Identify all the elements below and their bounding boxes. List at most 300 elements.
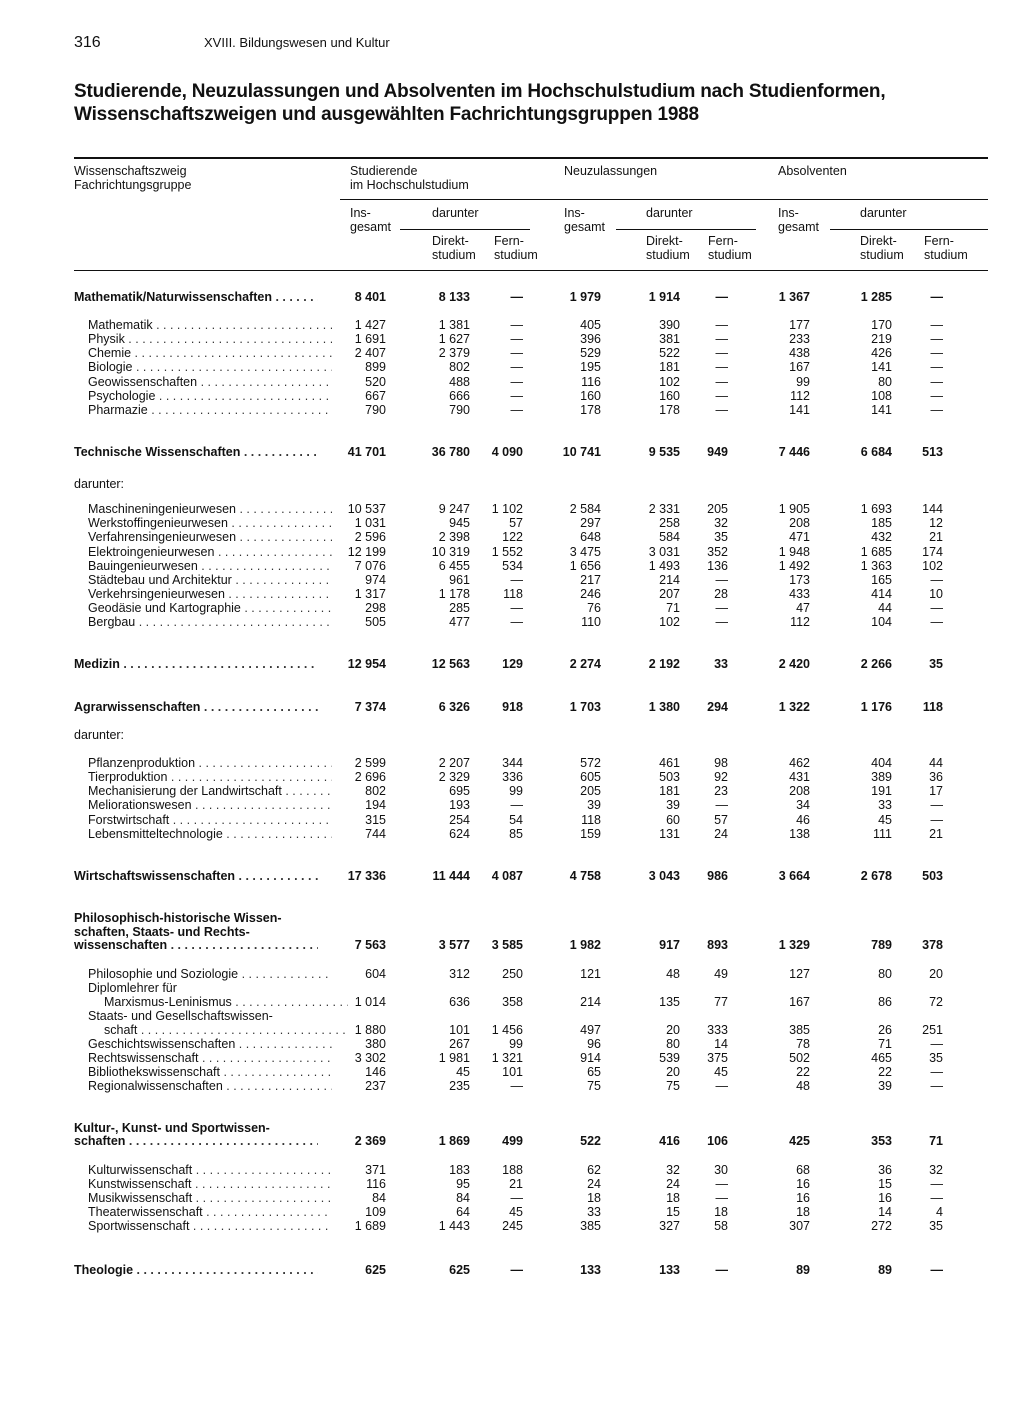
cell-value: 122 <box>502 530 523 544</box>
cell-value: 20 <box>666 1065 680 1079</box>
cell-value: 16 <box>796 1177 810 1191</box>
cell-value: 39 <box>878 1079 892 1093</box>
cell-value: 26 <box>878 1023 892 1037</box>
cell-value: — <box>930 318 943 332</box>
absolventen-header: Absolventen <box>778 164 847 178</box>
fern-line-1: Fern- <box>494 234 524 248</box>
cell-value: 513 <box>922 445 943 459</box>
cell-value: 68 <box>796 1163 810 1177</box>
fern-line-2: studium <box>494 248 538 262</box>
cell-value: 802 <box>449 360 470 374</box>
cell-value: — <box>510 573 523 587</box>
cell-value: 144 <box>922 502 943 516</box>
cell-value: — <box>715 573 728 587</box>
cell-value: 102 <box>659 375 680 389</box>
cell-value: 522 <box>580 1134 601 1148</box>
cell-value: 106 <box>707 1134 728 1148</box>
chapter-title: XVIII. Bildungswesen und Kultur <box>204 35 390 50</box>
cell-value: 1 492 <box>778 559 810 573</box>
cell-value: 174 <box>922 545 943 559</box>
row-label: Diplomlehrer für <box>88 981 177 995</box>
cell-value: 10 <box>929 587 943 601</box>
table-row <box>0 1121 1024 1135</box>
absolventen-darunter-header: darunter <box>860 206 907 220</box>
cell-value: 6 326 <box>438 700 470 714</box>
cell-value: 46 <box>796 813 810 827</box>
cell-value: 181 <box>659 784 680 798</box>
cell-value: 380 <box>365 1037 386 1051</box>
cell-value: 208 <box>789 516 810 530</box>
direkt-line-2: studium <box>432 248 476 262</box>
studierende-direkt-header <box>432 234 476 262</box>
cell-value: 2 678 <box>860 869 892 883</box>
row-label: Bibliothekswissenschaft . . . <box>88 1065 332 1079</box>
row-label: Mechanisierung der Landwirtschaft . . . <box>88 784 332 798</box>
studierende-header-line-1: Studierende <box>350 164 418 178</box>
cell-value: 8 133 <box>438 290 470 304</box>
row-label: Psychologie . . . <box>88 389 332 403</box>
cell-value: 49 <box>714 967 728 981</box>
row-label: Philosophisch-historische Wissen- <box>74 911 282 925</box>
cell-value: 604 <box>365 967 386 981</box>
cell-value: 116 <box>366 1177 386 1191</box>
row-label: Geowissenschaften . . . <box>88 375 332 389</box>
row-label: Kunstwissenschaft . . . <box>88 1177 332 1191</box>
cell-value: 505 <box>365 615 386 629</box>
cell-value: 503 <box>659 770 680 784</box>
cell-value: 327 <box>659 1219 680 1233</box>
cell-value: 118 <box>503 587 523 601</box>
cell-value: 41 701 <box>347 445 386 459</box>
cell-value: 133 <box>659 1263 680 1277</box>
cell-value: 297 <box>580 516 601 530</box>
row-label: Staats- und Gesellschaftswissen- <box>88 1009 273 1023</box>
cell-value: — <box>715 1177 728 1191</box>
cell-value: 893 <box>707 938 728 952</box>
cell-value: 572 <box>580 756 601 770</box>
stub-header-line-2: Fachrichtungsgruppe <box>74 178 192 192</box>
row-label: Chemie . . . <box>88 346 332 360</box>
cell-value: 45 <box>878 813 892 827</box>
row-label: Rechtswissenschaft . . . <box>88 1051 332 1065</box>
cell-value: 235 <box>449 1079 470 1093</box>
cell-value: 191 <box>871 784 892 798</box>
cell-value: 36 780 <box>431 445 470 459</box>
cell-value: 336 <box>502 770 523 784</box>
cell-value: — <box>715 615 728 629</box>
cell-value: — <box>715 601 728 615</box>
cell-value: 378 <box>922 938 943 952</box>
cell-value: 404 <box>871 756 892 770</box>
row-label: Pharmazie . . . <box>88 403 332 417</box>
cell-value: 1 979 <box>569 290 601 304</box>
insgesamt-line-2: gesamt <box>350 220 391 234</box>
cell-value: 375 <box>707 1051 728 1065</box>
cell-value: — <box>930 1177 943 1191</box>
row-label: Bauingenieurwesen . . . <box>88 559 332 573</box>
cell-value: 1 176 <box>860 700 892 714</box>
table-row <box>0 1177 1024 1191</box>
direkt-line-1: Direkt- <box>860 234 897 248</box>
cell-value: 1 948 <box>778 545 810 559</box>
cell-value: 267 <box>449 1037 470 1051</box>
cell-value: 71 <box>666 601 680 615</box>
cell-value: 1 014 <box>354 995 386 1009</box>
cell-value: 214 <box>580 995 601 1009</box>
insgesamt-line-1: Ins- <box>350 206 371 220</box>
studierende-darunter-rule <box>400 229 530 230</box>
stub-header-line-1: Wissenschaftszweig <box>74 164 187 178</box>
cell-value: 461 <box>659 756 680 770</box>
cell-value: 111 <box>872 827 892 841</box>
cell-value: 2 266 <box>860 657 892 671</box>
cell-value: — <box>510 1191 523 1205</box>
cell-value: 371 <box>365 1163 386 1177</box>
cell-value: 790 <box>365 403 386 417</box>
cell-value: 22 <box>878 1065 892 1079</box>
table-row <box>0 332 1024 346</box>
cell-value: — <box>930 375 943 389</box>
cell-value: 141 <box>871 360 892 374</box>
cell-value: — <box>510 346 523 360</box>
cell-value: 2 584 <box>569 502 601 516</box>
cell-value: 2 369 <box>354 1134 386 1148</box>
cell-value: 102 <box>922 559 943 573</box>
cell-value: 584 <box>659 530 680 544</box>
cell-value: — <box>930 403 943 417</box>
cell-value: 85 <box>509 827 523 841</box>
row-label: Sportwissenschaft . . . <box>88 1219 332 1233</box>
cell-value: 2 407 <box>354 346 386 360</box>
cell-value: 625 <box>365 1263 386 1277</box>
cell-value: 254 <box>449 813 470 827</box>
cell-value: 71 <box>929 1134 943 1148</box>
cell-value: 4 <box>936 1205 943 1219</box>
neuzulassungen-darunter-header: darunter <box>646 206 693 220</box>
cell-value: 1 981 <box>438 1051 470 1065</box>
cell-value: 141 <box>789 403 810 417</box>
cell-value: 35 <box>929 1051 943 1065</box>
fern-line-2: studium <box>924 248 968 262</box>
cell-value: 298 <box>365 601 386 615</box>
cell-value: 1 880 <box>354 1023 386 1037</box>
cell-value: 75 <box>587 1079 601 1093</box>
row-label: schaften . . . <box>74 1134 318 1148</box>
cell-value: 195 <box>580 360 601 374</box>
cell-value: 39 <box>666 798 680 812</box>
insgesamt-line-1: Ins- <box>564 206 585 220</box>
cell-value: 917 <box>659 938 680 952</box>
row-label: Wirtschaftswissenschaften . . . <box>74 869 318 883</box>
cell-value: — <box>930 573 943 587</box>
row-label: Musikwissenschaft . . . <box>88 1191 332 1205</box>
table-title <box>74 80 974 126</box>
cell-value: 2 596 <box>354 530 386 544</box>
row-label: Agrarwissenschaften . . . <box>74 700 318 714</box>
cell-value: 1 869 <box>438 1134 470 1148</box>
cell-value: 1 322 <box>778 700 810 714</box>
cell-value: 1 381 <box>438 318 470 332</box>
table-row <box>0 530 1024 544</box>
row-label: Bergbau . . . <box>88 615 332 629</box>
fern-line-2: studium <box>708 248 752 262</box>
cell-value: 11 444 <box>432 869 470 883</box>
cell-value: — <box>930 615 943 629</box>
cell-value: 1 982 <box>569 938 601 952</box>
table-row <box>0 389 1024 403</box>
cell-value: 1 321 <box>491 1051 523 1065</box>
cell-value: 167 <box>789 360 810 374</box>
cell-value: 20 <box>666 1023 680 1037</box>
cell-value: 44 <box>929 756 943 770</box>
table-row <box>0 375 1024 389</box>
table-row <box>0 981 1024 995</box>
cell-value: 45 <box>509 1205 523 1219</box>
cell-value: 2 207 <box>438 756 470 770</box>
cell-value: 160 <box>659 389 680 403</box>
cell-value: 949 <box>707 445 728 459</box>
direkt-line-1: Direkt- <box>646 234 683 248</box>
cell-value: — <box>510 332 523 346</box>
cell-value: — <box>715 1263 728 1277</box>
studierende-header <box>350 164 469 192</box>
cell-value: 183 <box>449 1163 470 1177</box>
table-row <box>0 967 1024 981</box>
cell-value: 1 329 <box>778 938 810 952</box>
row-label: Kulturwissenschaft . . . <box>88 1163 332 1177</box>
cell-value: 431 <box>789 770 810 784</box>
cell-value: 344 <box>502 756 523 770</box>
cell-value: 4 090 <box>491 445 523 459</box>
cell-value: 167 <box>789 995 810 1009</box>
cell-value: 118 <box>922 700 943 714</box>
cell-value: — <box>510 318 523 332</box>
neuzulassungen-fern-header <box>708 234 752 262</box>
cell-value: 16 <box>878 1191 892 1205</box>
row-label: schaft . . . <box>104 1023 348 1037</box>
direkt-line-1: Direkt- <box>432 234 469 248</box>
absolventen-darunter-rule <box>830 229 988 230</box>
cell-value: 477 <box>449 615 470 629</box>
table-row <box>0 1009 1024 1023</box>
cell-value: 10 741 <box>562 445 601 459</box>
table-row <box>0 728 1024 742</box>
table-title-line-2: Wissenschaftszweigen und ausgewählten Fachrichtungsgruppen 1988 <box>74 104 699 125</box>
cell-value: 15 <box>878 1177 892 1191</box>
cell-value: — <box>930 290 943 304</box>
cell-value: 6 455 <box>438 559 470 573</box>
cell-value: 353 <box>871 1134 892 1148</box>
cell-value: — <box>930 1263 943 1277</box>
cell-value: 205 <box>580 784 601 798</box>
cell-value: — <box>715 318 728 332</box>
cell-value: 258 <box>659 516 680 530</box>
row-label: Verkehrsingenieurwesen . . . <box>88 587 332 601</box>
table-row <box>0 938 1024 952</box>
cell-value: — <box>930 1191 943 1205</box>
table-row <box>0 615 1024 629</box>
neuzulassungen-insgesamt-header <box>564 206 605 234</box>
cell-value: 138 <box>789 827 810 841</box>
row-label: darunter: <box>74 477 125 491</box>
table-row <box>0 869 1024 883</box>
cell-value: 465 <box>871 1051 892 1065</box>
cell-value: — <box>510 403 523 417</box>
cell-value: 790 <box>449 403 470 417</box>
cell-value: 333 <box>707 1023 728 1037</box>
cell-value: 471 <box>789 530 810 544</box>
table-row <box>0 545 1024 559</box>
row-label: Medizin . . . <box>74 657 318 671</box>
cell-value: 520 <box>365 375 386 389</box>
cell-value: 1 178 <box>438 587 470 601</box>
cell-value: 529 <box>580 346 601 360</box>
cell-value: 625 <box>449 1263 470 1277</box>
row-label: Werkstoffingenieurwesen . . . <box>88 516 332 530</box>
cell-value: 245 <box>502 1219 523 1233</box>
table-row <box>0 756 1024 770</box>
cell-value: — <box>930 813 943 827</box>
cell-value: 21 <box>929 827 943 841</box>
cell-value: 6 684 <box>860 445 892 459</box>
cell-value: 7 446 <box>778 445 810 459</box>
cell-value: 961 <box>449 573 470 587</box>
cell-value: — <box>930 389 943 403</box>
cell-value: 33 <box>714 657 728 671</box>
cell-value: 414 <box>871 587 892 601</box>
cell-value: 312 <box>449 967 470 981</box>
cell-value: 1 627 <box>438 332 470 346</box>
cell-value: 666 <box>449 389 470 403</box>
table-row <box>0 1263 1024 1277</box>
cell-value: 315 <box>365 813 386 827</box>
row-label: Regionalwissenschaften . . . <box>88 1079 332 1093</box>
cell-value: 233 <box>789 332 810 346</box>
table-row <box>0 1065 1024 1079</box>
cell-value: 65 <box>587 1065 601 1079</box>
table-row <box>0 784 1024 798</box>
cell-value: 1 380 <box>648 700 680 714</box>
cell-value: 20 <box>929 967 943 981</box>
row-label: Geschichtswissenschaften . . . <box>88 1037 332 1051</box>
table-row <box>0 1134 1024 1148</box>
cell-value: 181 <box>659 360 680 374</box>
cell-value: 1 031 <box>354 516 386 530</box>
insgesamt-line-2: gesamt <box>778 220 819 234</box>
absolventen-fern-header <box>924 234 968 262</box>
cell-value: 1 102 <box>491 502 523 516</box>
cell-value: 110 <box>581 615 601 629</box>
row-label: Tierproduktion . . . <box>88 770 332 784</box>
cell-value: 121 <box>580 967 601 981</box>
cell-value: 165 <box>871 573 892 587</box>
cell-value: — <box>715 346 728 360</box>
cell-value: 89 <box>878 1263 892 1277</box>
cell-value: 396 <box>580 332 601 346</box>
cell-value: — <box>715 403 728 417</box>
cell-value: 194 <box>365 798 386 812</box>
cell-value: 2 696 <box>354 770 386 784</box>
cell-value: 21 <box>929 530 943 544</box>
cell-value: 84 <box>456 1191 470 1205</box>
cell-value: 39 <box>587 798 601 812</box>
cell-value: 33 <box>587 1205 601 1219</box>
cell-value: 2 274 <box>569 657 601 671</box>
row-label: wissenschaften . . . <box>74 938 318 952</box>
cell-value: 10 319 <box>431 545 470 559</box>
cell-value: 217 <box>580 573 601 587</box>
table-row <box>0 995 1024 1009</box>
cell-value: 12 199 <box>347 545 386 559</box>
stub-header <box>74 164 191 192</box>
cell-value: 1 493 <box>648 559 680 573</box>
cell-value: 99 <box>509 784 523 798</box>
row-label: Marxismus-Leninismus . . . <box>104 995 348 1009</box>
cell-value: — <box>510 1263 523 1277</box>
cell-value: 160 <box>580 389 601 403</box>
cell-value: 188 <box>502 1163 523 1177</box>
cell-value: 24 <box>666 1177 680 1191</box>
cell-value: — <box>715 389 728 403</box>
table-row <box>0 1163 1024 1177</box>
cell-value: 974 <box>365 573 386 587</box>
cell-value: 1 443 <box>438 1219 470 1233</box>
cell-value: 390 <box>659 318 680 332</box>
cell-value: 1 552 <box>491 545 523 559</box>
studierende-header-line-2: im Hochschulstudium <box>350 178 469 192</box>
cell-value: 307 <box>789 1219 810 1233</box>
cell-value: — <box>715 1079 728 1093</box>
table-row <box>0 657 1024 671</box>
cell-value: 58 <box>714 1219 728 1233</box>
cell-value: 539 <box>659 1051 680 1065</box>
cell-value: 54 <box>509 813 523 827</box>
cell-value: 802 <box>365 784 386 798</box>
cell-value: 14 <box>714 1037 728 1051</box>
cell-value: — <box>930 1037 943 1051</box>
row-label: Theaterwissenschaft . . . <box>88 1205 332 1219</box>
cell-value: 503 <box>922 869 943 883</box>
cell-value: 64 <box>456 1205 470 1219</box>
cell-value: — <box>930 1079 943 1093</box>
cell-value: 3 585 <box>491 938 523 952</box>
table-row <box>0 1205 1024 1219</box>
table-top-rule <box>74 157 988 159</box>
cell-value: 986 <box>707 869 728 883</box>
cell-value: 80 <box>878 375 892 389</box>
row-label: schaften, Staats- und Rechts- <box>74 925 250 939</box>
cell-value: 48 <box>666 967 680 981</box>
cell-value: 71 <box>878 1037 892 1051</box>
cell-value: 32 <box>714 516 728 530</box>
cell-value: 7 563 <box>354 938 386 952</box>
cell-value: 251 <box>922 1023 943 1037</box>
cell-value: 425 <box>789 1134 810 1148</box>
table-row <box>0 1023 1024 1037</box>
table-row <box>0 813 1024 827</box>
cell-value: 170 <box>871 318 892 332</box>
row-label: Elektroingenieurwesen . . . <box>88 545 332 559</box>
neuzulassungen-header: Neuzulassungen <box>564 164 658 178</box>
cell-value: 129 <box>502 657 523 671</box>
cell-value: 80 <box>666 1037 680 1051</box>
cell-value: 35 <box>714 530 728 544</box>
cell-value: 177 <box>789 318 810 332</box>
cell-value: 141 <box>871 403 892 417</box>
cell-value: 95 <box>456 1177 470 1191</box>
row-label: Mathematik/Naturwissenschaften . . . <box>74 290 318 304</box>
table-row <box>0 516 1024 530</box>
